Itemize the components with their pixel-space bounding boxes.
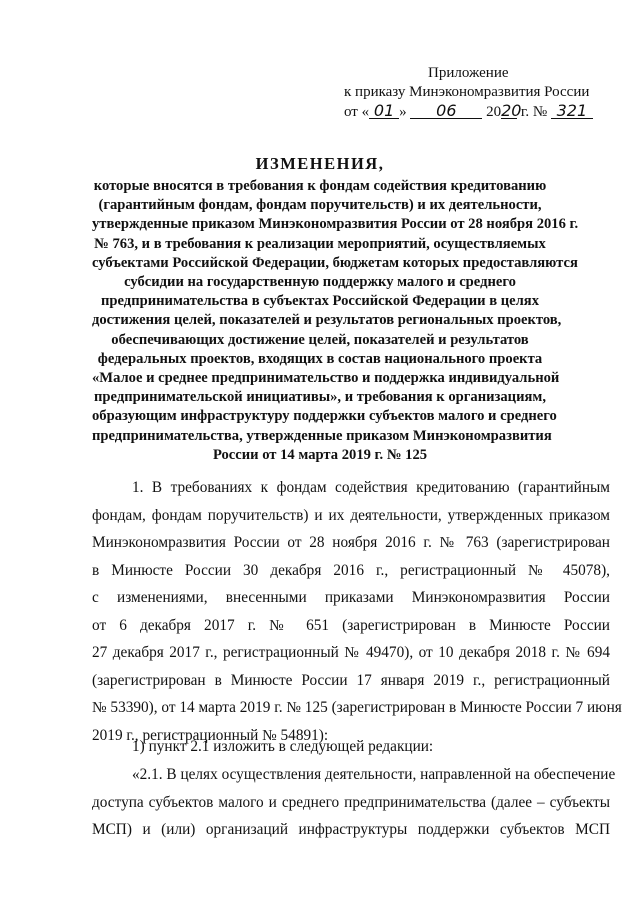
heading-line: предпринимательства в субъектах Российской Федерации в целях (101, 293, 539, 310)
heading-line: которые вносятся в требования к фондам содействия кредитованию (93, 178, 547, 194)
paragraph-line: в Минюсте России 30 декабря 2016 г., регистрационный № 45078), (92, 561, 610, 579)
heading-line: (гарантийным фондам, фондам поручительств) и их деятельности, (98, 197, 542, 214)
paragraph-line: с изменениями, внесенными приказами Минэкономразвития России (92, 589, 610, 606)
paragraph-line: от 6 декабря 2017 г. № 651 (зарегистрирован в Минюсте России (92, 616, 610, 634)
heading-line: достижения целей, показателей и результатов региональных проектов, (92, 312, 562, 329)
heading-title: ИЗМЕНЕНИЯ, (255, 154, 385, 173)
paragraph-line: Минэкономразвития России от 28 ноября 2016 г. № 763 (зарегистрирован (92, 534, 610, 551)
date-mid: » (399, 104, 411, 120)
paragraph-line: фондам, фондам поручительств) и их деятельности, утвержденных приказом (92, 506, 610, 524)
heading-line: предпринимательства, утвержденные приказом Минэкономразвития (92, 427, 552, 444)
item-1 (92, 733, 610, 761)
paragraph-line: 2019 г., регистрационный № 54891): (92, 726, 329, 744)
date-year-unit: г. № (517, 104, 551, 120)
date-year-prefix: 20 (482, 104, 502, 120)
quote-line: «2.1. В целях осуществления деятельности, направленной на обеспечение (132, 766, 616, 783)
heading-line: № 763, и в требования к реализации мероприятий, осуществляемых (94, 235, 546, 252)
paragraph-1 (92, 474, 622, 749)
item-line: 1) пункт 2.1 изложить в следующей редакции: (132, 738, 434, 755)
paragraph-line: 1. В требованиях к фондам содействия кредитованию (гарантийным (132, 479, 610, 496)
heading-line: «Малое и среднее предпринимательство и поддержка индивидуальной (92, 370, 560, 387)
heading-subtitle (92, 177, 579, 465)
quote-line: МСП) и (или) организаций инфраструктуры поддержки субъектов МСП (92, 821, 610, 838)
heading-line: России от 14 марта 2019 г. № 125 (212, 446, 428, 463)
handwritten-day: 01 (369, 103, 399, 119)
quote-line: доступа субъектов малого и среднего предпринимательства (далее – субъекты (92, 793, 610, 811)
appendix-date-line (344, 103, 593, 121)
heading-line: обеспечивающих достижение целей, показателей и результатов (111, 331, 529, 348)
heading-line: субсидии на государственную поддержку малого и среднего (124, 274, 516, 291)
handwritten-month: 06 (410, 103, 482, 119)
heading-line: утвержденные приказом Минэкономразвития России от 28 ноября 2016 г. (92, 216, 579, 233)
quote-paragraph (92, 761, 616, 844)
paragraph-line: (зарегистрирован в Минюсте России 17 января 2019 г., регистрационный (92, 671, 610, 689)
heading-line: федеральных проектов, входящих в состав национального проекта (97, 350, 543, 367)
document-heading (92, 152, 579, 465)
date-prefix: от « (344, 104, 370, 120)
handwritten-year: 20 (501, 101, 522, 120)
heading-line: предпринимательской инициативы», и требования к организациям, (94, 389, 546, 406)
paragraph-line: № 53390), от 14 марта 2019 г. № 125 (зарегистрирован в Минюсте России 7 июня (92, 699, 622, 716)
heading-line: субъектами Российской Федерации, бюджетам которых предоставляются (92, 254, 578, 271)
appendix-title: Приложение (428, 65, 509, 81)
paragraph-line: 27 декабря 2017 г., регистрационный № 49470), от 10 декабря 2018 г. № 694 (92, 644, 610, 661)
heading-line: образующим инфраструктуру поддержки субъектов малого и среднего (92, 408, 557, 425)
appendix-order-line: к приказу Минэкономразвития России (344, 84, 590, 100)
handwritten-order-number: 321 (551, 103, 593, 119)
